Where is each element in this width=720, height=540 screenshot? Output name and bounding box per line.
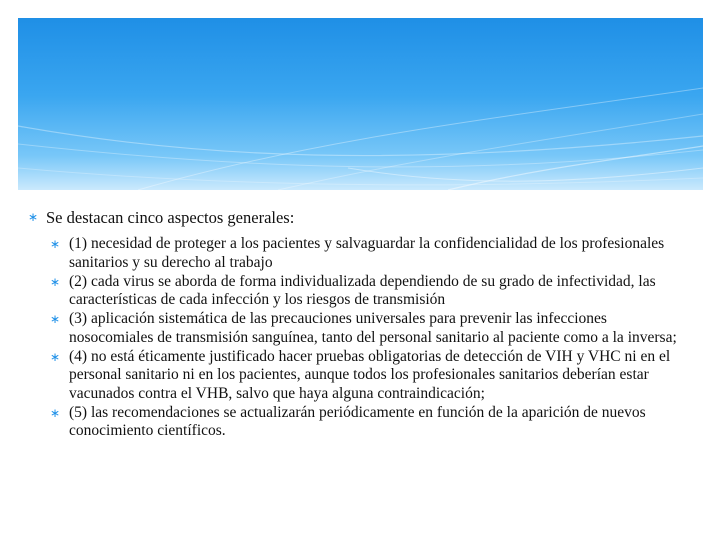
slide-body [28,208,688,441]
list-item-text: (2) cada virus se aborda de forma individualizada dependiendo de su grado de infectividad, las características de cada infección y los riesgos de transmisión [69,272,656,308]
bullet-icon: ∗ [50,312,61,326]
list-item-text: (3) aplicación sistemática de las precauciones universales para prevenir las infecciones nosocomiales de transmisión sanguínea, tanto del personal sanitario al paciente como a la inversa; [69,310,677,346]
list-item [50,273,688,310]
bullet-icon: ∗ [50,237,61,251]
main-bullet-text: Se destacan cinco aspectos generales: [46,208,295,227]
list-item [50,310,688,347]
list-item-text: (1) necesidad de proteger a los pacientes y salvaguardar la confidencialidad de los profesionales sanitarios y su derecho al trabajo [69,235,665,271]
list-item [50,404,688,441]
header-banner [18,18,703,190]
sub-bullet-list [28,235,688,441]
list-item [50,348,688,404]
list-item-text: (5) las recomendaciones se actualizarán periódicamente en función de la aparición de nuevos conocimiento científicos. [69,403,646,439]
bullet-icon: ∗ [28,210,39,224]
list-item [50,235,688,272]
bullet-icon: ∗ [50,274,61,289]
bullet-icon: ∗ [50,405,61,420]
bullet-icon: ∗ [50,349,61,364]
banner-wave-lines [18,18,703,190]
list-item-text: (4) no está éticamente justificado hacer pruebas obligatorias de detección de VIH y VHC ni en el personal sanitario ni en los pacientes, aunque todos los profesionales sanitarios deberían estar vacunados contra el VHB, salvo que haya alguna contraindicación; [69,347,671,402]
main-bullet [28,208,688,228]
